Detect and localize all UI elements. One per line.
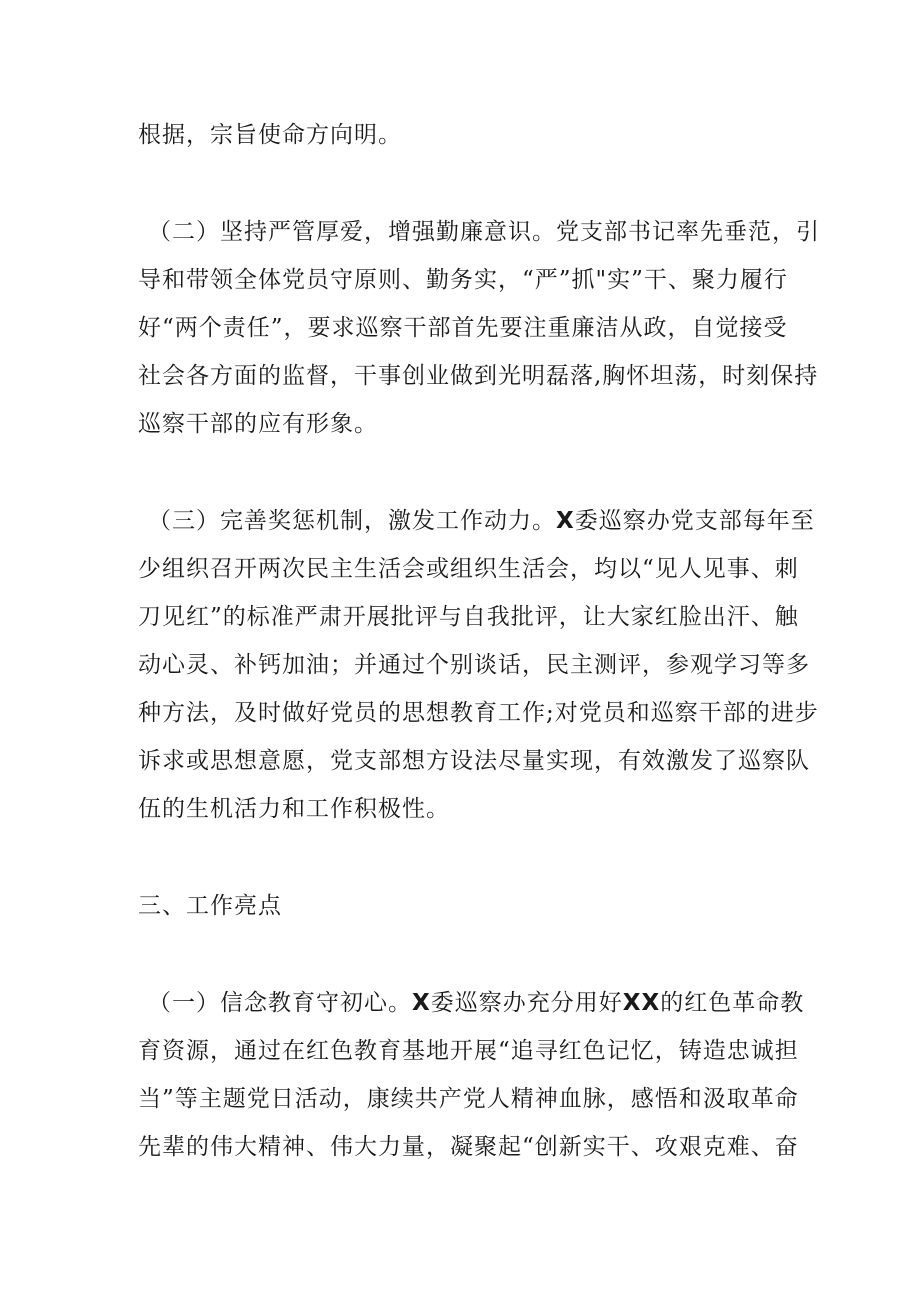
bold-run: X xyxy=(556,508,575,534)
text-run: 委巡察办充分用好 xyxy=(430,990,623,1016)
text-run: （三）完善奖惩机制，激发工作动力。 xyxy=(148,508,556,534)
text-run: （一）信念教育守初心。 xyxy=(148,990,412,1016)
paragraph-line: 育资源，通过在红色教育基地开展“追寻红色记忆，铸造忠诚担 xyxy=(138,1038,799,1064)
paragraph-line: 巡察干部的应有形象。 xyxy=(138,411,378,437)
paragraph-line: 动心灵、补钙加油；并通过个别谈话，民主测评，参观学习等多 xyxy=(138,652,810,678)
paragraph-line: 好“两个责任”，要求巡察干部首先要注重廉洁从政，自觉接受 xyxy=(138,315,788,341)
bold-run: X xyxy=(412,990,431,1016)
paragraph-line: 当”等主题党日活动，康续共产党人精神血脉，感悟和汲取革命 xyxy=(138,1086,799,1112)
paragraph-line: 根据，宗旨使命方向明。 xyxy=(138,122,402,148)
text-run: 的红色革命教 xyxy=(660,990,805,1016)
paragraph-line: 种方法，及时做好党员的思想教育工作;对党员和巡察干部的进步 xyxy=(138,700,819,726)
paragraph-line: 伍的生机活力和工作积极性。 xyxy=(138,796,450,822)
section-heading: 三、工作亮点 xyxy=(138,893,282,919)
paragraph-line: 少组织召开两次民主生活会或组织生活会，均以“见人见事、刺 xyxy=(138,556,799,582)
text-run: 委巡察办党支部每年至 xyxy=(574,508,815,534)
paragraph-line: 导和带领全体党员守原则、勤务实，“严”抓"实”干、聚力履行 xyxy=(138,267,788,293)
paragraph-line: 先辈的伟大精神、伟大力量，凝聚起“创新实干、攻艰克难、奋 xyxy=(138,1134,799,1160)
paragraph-line: 刀见红”的标准严肃开展批评与自我批评，让大家红脸出汗、触 xyxy=(138,604,799,630)
paragraph-line: 社会各方面的监督，干事创业做到光明磊落,胸怀坦荡，时刻保持 xyxy=(138,363,819,389)
paragraph-line: （二）坚持严管厚爱，增强勤廉意识。党支部书记率先垂范，引 xyxy=(148,219,820,245)
paragraph-line xyxy=(148,988,808,1018)
paragraph-line: 诉求或思想意愿，党支部想方设法尽量实现，有效激发了巡察队 xyxy=(138,748,810,774)
paragraph-line xyxy=(148,506,815,536)
bold-run: XX xyxy=(622,990,661,1016)
